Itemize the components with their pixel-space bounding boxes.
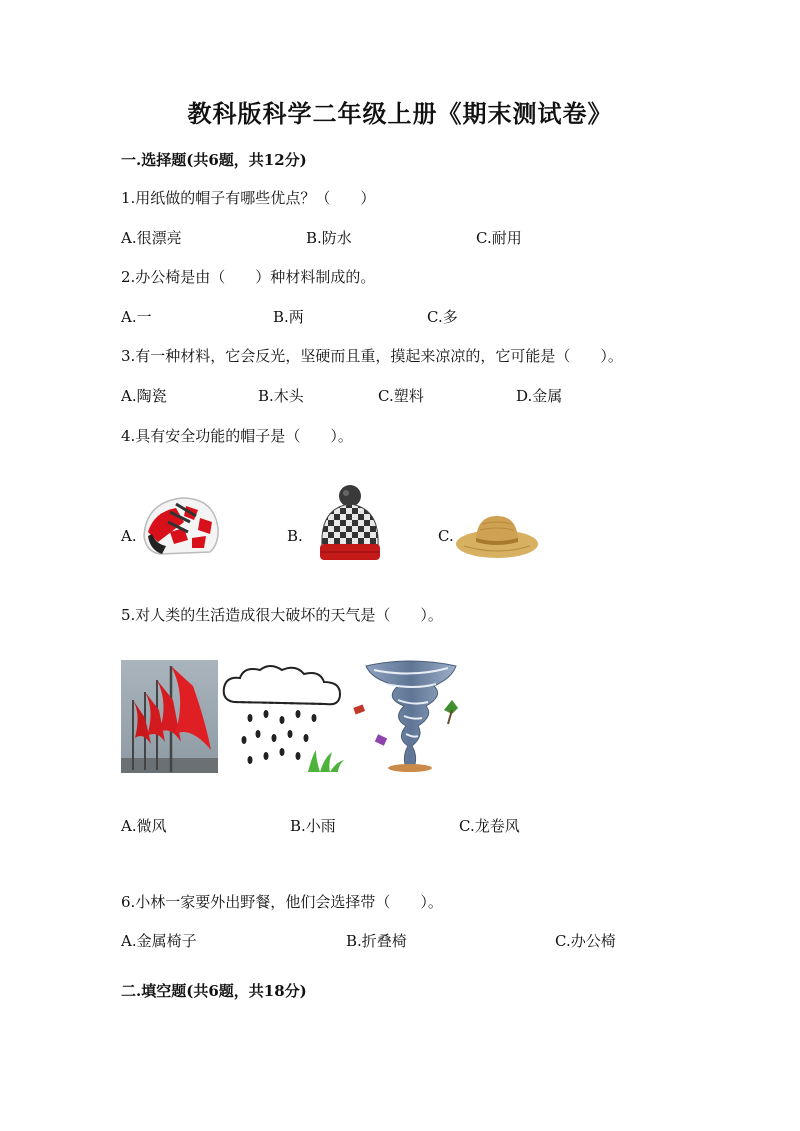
question-6-option-b: B.折叠椅 <box>346 932 407 950</box>
question-2-stem: 2.办公椅是由（ ）种材料制成的。 <box>121 268 376 286</box>
section-heading-fill-in: 二.填空题(共6题，共18分) <box>121 982 307 1000</box>
question-1-option-b: B.防水 <box>306 229 352 247</box>
question-2-option-a: A.一 <box>121 308 152 326</box>
rain-cloud-image <box>220 664 345 774</box>
page-title: 教科版科学二年级上册《期末测试卷》 <box>187 99 613 128</box>
question-3-option-a: A.陶瓷 <box>121 387 167 405</box>
tornado-image <box>352 656 470 774</box>
question-5-option-c: C.龙卷风 <box>459 817 520 835</box>
question-5-stem: 5.对人类的生活造成很大破坏的天气是（ ）。 <box>121 606 443 624</box>
question-1-option-c: C.耐用 <box>476 229 522 247</box>
helmet-image <box>140 492 222 560</box>
question-4-option-b: B. <box>287 527 303 545</box>
question-4-stem: 4.具有安全功能的帽子是（ ）。 <box>121 427 353 445</box>
question-6-option-a: A.金属椅子 <box>121 932 197 950</box>
question-6-option-c: C.办公椅 <box>555 932 616 950</box>
question-3-option-c: C.塑料 <box>378 387 424 405</box>
question-3-option-d: D.金属 <box>516 387 563 405</box>
question-2-option-c: C.多 <box>427 308 458 326</box>
question-2-option-b: B.两 <box>273 308 304 326</box>
question-4-option-c: C. <box>438 527 454 545</box>
question-4-option-a: A. <box>121 527 137 545</box>
knit-hat-image <box>316 484 384 564</box>
flags-in-breeze-image <box>121 660 218 773</box>
question-5-option-b: B.小雨 <box>290 817 336 835</box>
question-5-option-a: A.微风 <box>121 817 167 835</box>
question-6-stem: 6.小林一家要外出野餐，他们会选择带（ ）。 <box>121 893 443 911</box>
question-1-stem: 1.用纸做的帽子有哪些优点？（ ） <box>121 189 376 207</box>
section-heading-choice: 一.选择题(共6题，共12分) <box>121 151 307 169</box>
question-3-stem: 3.有一种材料，它会反光，坚硬而且重，摸起来凉凉的，它可能是（ ）。 <box>121 347 623 365</box>
straw-hat-image <box>454 510 540 560</box>
question-3-option-b: B.木头 <box>258 387 304 405</box>
question-1-option-a: A.很漂亮 <box>121 229 182 247</box>
